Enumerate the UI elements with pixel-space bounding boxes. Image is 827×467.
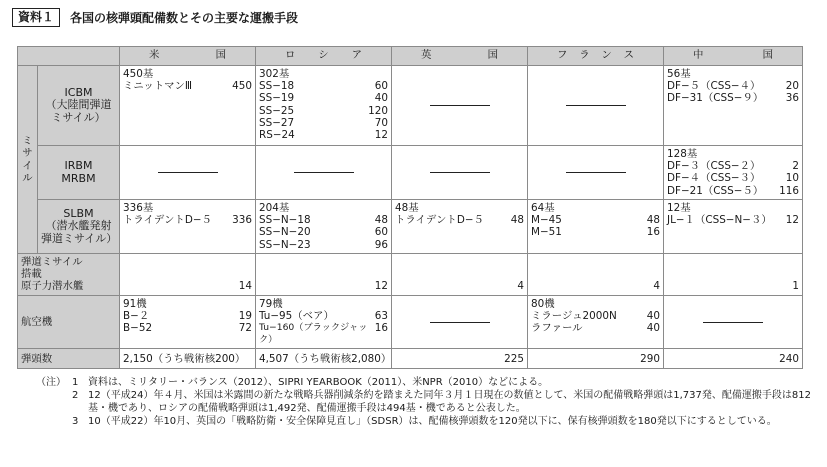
list-item: SS−27 70 <box>259 116 388 129</box>
list-item: JL−１（CSS−N−３） 12 <box>667 214 799 227</box>
irbm-us <box>120 146 256 200</box>
list-item: トライデントD−５ 336 <box>123 214 252 227</box>
note-text: 10（平成22）年10月、英国の「戦略防衛・安全保障見直し」（SDSR）は、配備核弾頭数を120発以下に、保有核弾頭数を180発以下にするとしている。 <box>88 416 777 427</box>
list-item: Tu−160（ブラックジャック） 16 <box>259 322 388 346</box>
dash-line <box>703 322 763 323</box>
slbm-fr <box>528 200 664 254</box>
irbm-fr <box>528 146 664 200</box>
note-prefix: （注） <box>36 377 66 388</box>
note-1 <box>36 376 811 389</box>
slbm-us <box>120 200 256 254</box>
slbm-label-2: （潜水艦発射 <box>45 219 112 233</box>
submarines-us: 14 <box>120 254 256 296</box>
list-item: M−51 16 <box>531 226 660 239</box>
irbm-label-1: IRBM <box>64 159 93 173</box>
nuclear-table <box>17 46 803 369</box>
notes-section <box>36 376 811 428</box>
icbm-uk <box>392 66 528 146</box>
irbm-label <box>38 146 120 200</box>
aircraft-us <box>120 295 256 349</box>
row-icbm <box>18 66 803 146</box>
row-slbm <box>18 200 803 254</box>
aircraft-us-total: 91機 <box>123 297 147 310</box>
list-item: DF−５（CSS−４） 20 <box>667 80 799 93</box>
slbm-uk-total: 48基 <box>395 202 419 214</box>
header-us: 米 国 <box>120 47 256 66</box>
slbm-cn <box>664 200 803 254</box>
slbm-label <box>38 200 120 254</box>
submarines-cn: 1 <box>664 254 803 296</box>
list-item: ミニットマンⅢ 450 <box>123 80 252 93</box>
icbm-label-2: （大陸間弾道 <box>45 98 112 112</box>
list-item: SS−18 60 <box>259 80 388 93</box>
note-3 <box>36 415 811 428</box>
warheads-fr: 290 <box>528 349 664 369</box>
warheads-uk: 225 <box>392 349 528 369</box>
dash-line <box>430 322 490 323</box>
list-item: SS−19 40 <box>259 92 388 105</box>
note-text: 資料は、ミリタリー・バランス（2012）、SIPRI YEARBOOK（2011）、米NPR（2010）などによる。 <box>88 377 549 388</box>
list-item: SS−N−20 60 <box>259 226 388 239</box>
list-item: SS−25 120 <box>259 104 388 117</box>
submarines-label <box>18 254 120 296</box>
submarines-ru: 12 <box>256 254 392 296</box>
note-number: 1 <box>72 377 79 388</box>
irbm-cn-total: 128基 <box>667 148 698 160</box>
submarines-label-3: 原子力潜水艦 <box>21 280 84 293</box>
icbm-us-total: 450基 <box>123 68 154 80</box>
list-item: DF−31（CSS−９） 36 <box>667 92 799 105</box>
slbm-ru <box>256 200 392 254</box>
dash-line <box>430 105 490 106</box>
header-row <box>18 47 803 66</box>
icbm-label-3: ミサイル） <box>51 110 106 124</box>
row-warheads <box>18 349 803 369</box>
dash-line <box>294 172 354 173</box>
slbm-cn-total: 12基 <box>667 202 691 214</box>
list-item: B−52 72 <box>123 322 252 335</box>
row-aircraft <box>18 295 803 349</box>
icbm-cn <box>664 66 803 146</box>
submarines-label-1: 弾道ミサイル <box>21 256 83 268</box>
warheads-us: 2,150（うち戦術核200） <box>120 349 256 369</box>
title-label: 資料１ <box>12 8 60 27</box>
aircraft-cn <box>664 295 803 349</box>
row-irbm <box>18 146 803 200</box>
slbm-fr-total: 64基 <box>531 202 555 214</box>
warheads-label: 弾頭数 <box>18 349 120 369</box>
list-item: ミラージュ2000N 40 <box>531 309 660 322</box>
header-ru: ロ シ ア <box>256 47 392 66</box>
dash-line <box>566 105 626 106</box>
list-item: Tu−95（ベア） 63 <box>259 309 388 322</box>
missile-group-label <box>18 66 38 254</box>
note-prefix <box>36 389 72 415</box>
note-2 <box>36 389 811 415</box>
aircraft-fr <box>528 295 664 349</box>
list-item: トライデントD−５ 48 <box>395 214 524 227</box>
list-item: RS−24 12 <box>259 129 388 142</box>
warheads-ru: 4,507（うち戦術核2,080） <box>256 349 392 369</box>
slbm-label-3: 弾道ミサイル） <box>41 231 118 245</box>
note-prefix <box>36 415 72 428</box>
list-item: SS−N−18 48 <box>259 214 388 227</box>
header-fr: フ ラ ン ス <box>528 47 664 66</box>
document-title <box>12 8 298 26</box>
submarines-uk: 4 <box>392 254 528 296</box>
list-item: M−45 48 <box>531 214 660 227</box>
irbm-uk <box>392 146 528 200</box>
list-item: DF−３（CSS−２） 2 <box>667 160 799 173</box>
irbm-ru <box>256 146 392 200</box>
dash-line <box>430 172 490 173</box>
list-item: B−２ 19 <box>123 309 252 322</box>
aircraft-label: 航空機 <box>18 295 120 349</box>
title-text: 各国の核弾頭配備数とその主要な運搬手段 <box>70 10 299 25</box>
note-number: 2 <box>72 390 79 401</box>
aircraft-ru <box>256 295 392 349</box>
aircraft-uk <box>392 295 528 349</box>
icbm-ru-total: 302基 <box>259 68 290 80</box>
irbm-cn <box>664 146 803 200</box>
slbm-ru-total: 204基 <box>259 202 290 214</box>
list-item: DF−４（CSS−３） 10 <box>667 172 799 185</box>
slbm-us-total: 336基 <box>123 202 154 214</box>
icbm-ru <box>256 66 392 146</box>
icbm-label <box>38 66 120 146</box>
missile-label: ミ サ イ ル <box>22 135 33 184</box>
note-text: 12（平成24）年４月、米国は米露間の新たな戦略兵器削減条約を踏まえた同年３月１日現在の数値として、米国の配備戦略弾頭は1,737発、配備運搬手段は812基・機であり、ロシアの配備戦略弾頭は1,492発、配備運搬手段は494基・機であると公表した。 <box>88 390 811 414</box>
icbm-cn-total: 56基 <box>667 68 691 80</box>
submarines-fr: 4 <box>528 254 664 296</box>
header-corner <box>18 47 120 66</box>
list-item: ラファール 40 <box>531 322 660 335</box>
list-item: SS−N−23 96 <box>259 238 388 251</box>
slbm-uk <box>392 200 528 254</box>
aircraft-ru-total: 79機 <box>259 297 283 310</box>
icbm-fr <box>528 66 664 146</box>
irbm-label-2: MRBM <box>61 171 96 185</box>
icbm-label-1: ICBM <box>64 86 93 100</box>
dash-line <box>566 172 626 173</box>
header-cn: 中 国 <box>664 47 803 66</box>
header-uk: 英 国 <box>392 47 528 66</box>
slbm-label-1: SLBM <box>63 207 94 221</box>
row-submarines <box>18 254 803 296</box>
submarines-label-2: 搭載 <box>21 268 42 281</box>
aircraft-fr-total: 80機 <box>531 297 555 310</box>
dash-line <box>158 172 218 173</box>
warheads-cn: 240 <box>664 349 803 369</box>
note-number: 3 <box>72 416 79 427</box>
icbm-us <box>120 66 256 146</box>
list-item: DF−21（CSS−５） 116 <box>667 184 799 197</box>
